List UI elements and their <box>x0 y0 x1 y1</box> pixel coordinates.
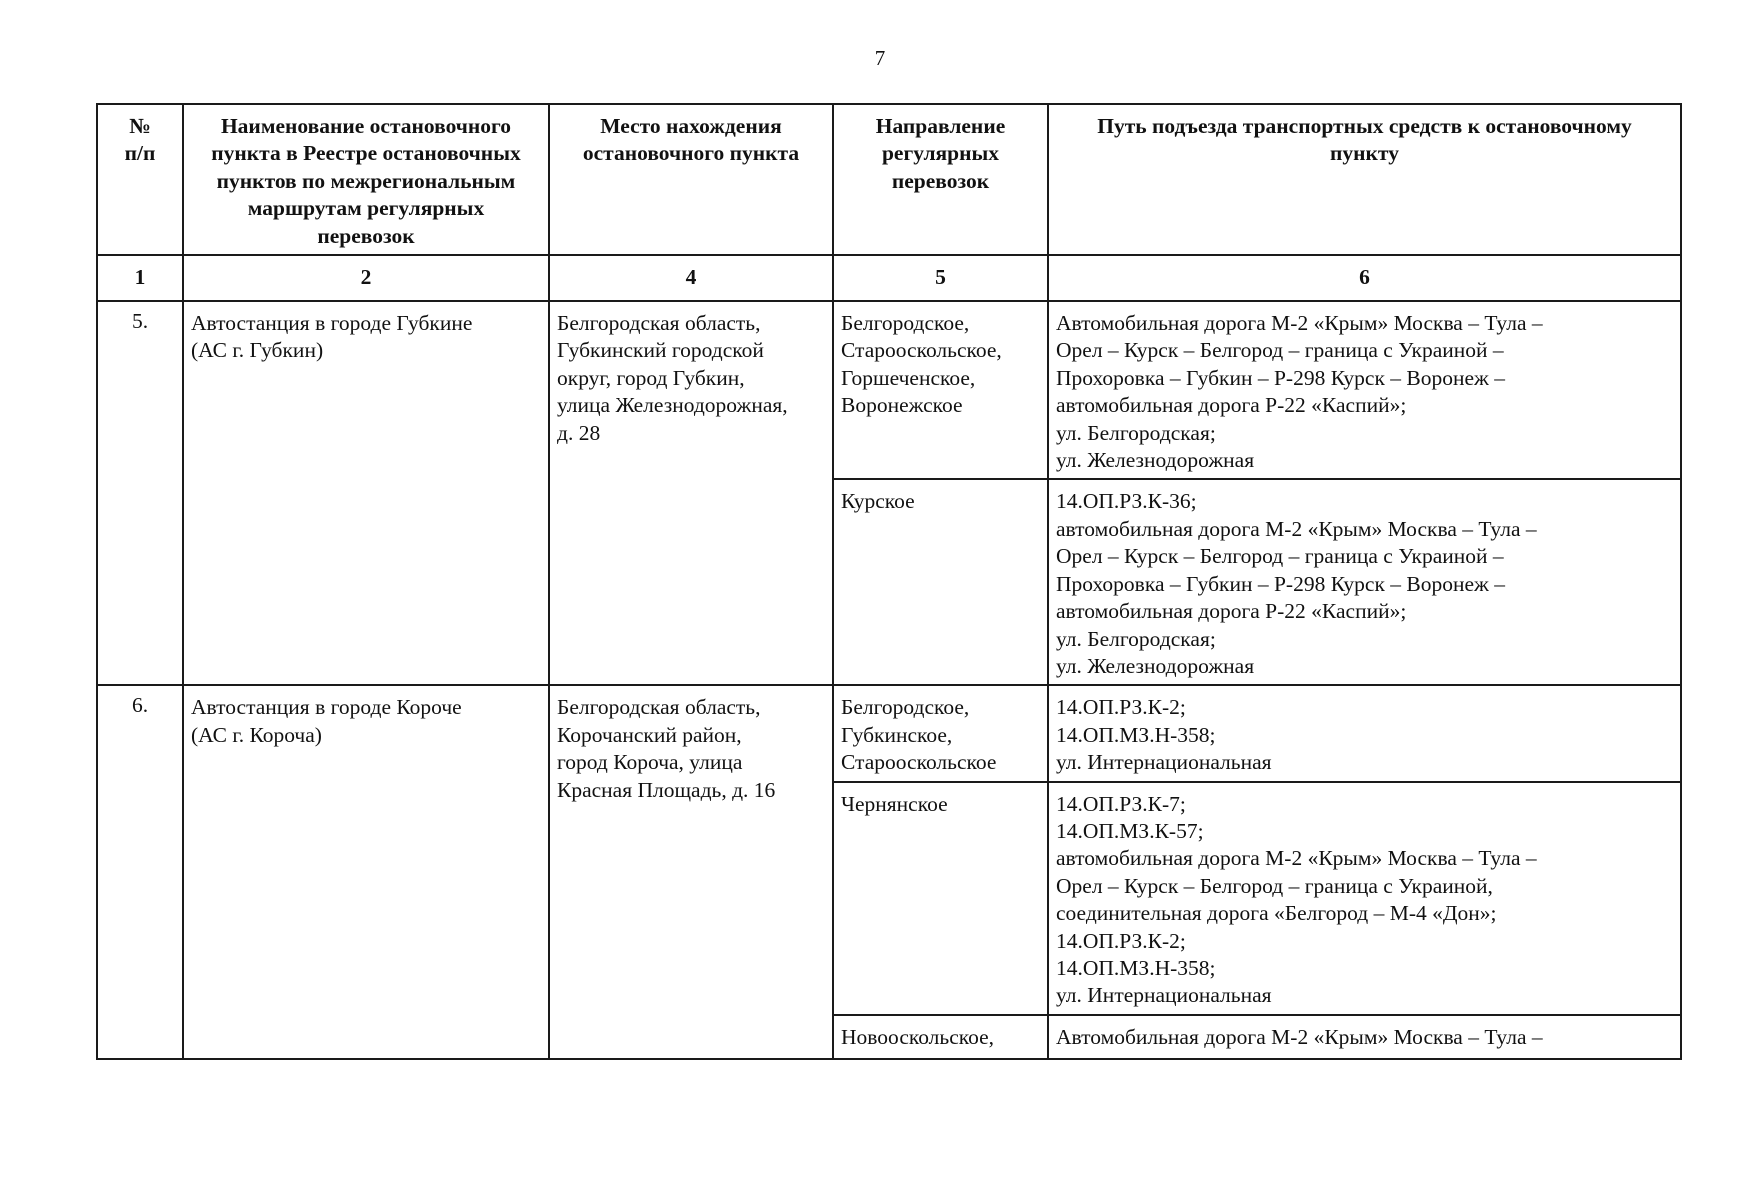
route-direction-line: Старооскольское, <box>841 338 1002 363</box>
stop-location-line: д. 28 <box>557 420 601 445</box>
header-text-line: маршрутам регулярных <box>247 196 485 221</box>
table-row <box>97 685 1681 781</box>
access-path-line: автомобильная дорога Р-22 «Каспий»; <box>1056 393 1407 418</box>
access-path-line: ул. Интернациональная <box>1056 983 1272 1008</box>
header-text-line: остановочного пункта <box>582 141 800 166</box>
route-direction <box>833 1015 1048 1059</box>
access-path-line: Орел – Курск – Белгород – граница с Украиной, <box>1056 873 1493 898</box>
access-path-line: Орел – Курск – Белгород – граница с Украиной – <box>1056 544 1504 569</box>
access-path-line: ул. Железнодорожная <box>1056 653 1255 678</box>
header-direction <box>833 104 1048 255</box>
route-direction-line: Белгородское, <box>841 695 970 720</box>
access-path-line: Прохоровка – Губкин – Р-298 Курск – Воронеж – <box>1056 571 1506 596</box>
stop-name <box>183 301 549 685</box>
stop-location-line: Белгородская область, <box>557 311 761 336</box>
column-number: 4 <box>549 255 833 301</box>
row-number: 6. <box>97 685 183 1058</box>
access-path-line: Автомобильная дорога М-2 «Крым» Москва – Тула – <box>1056 1024 1543 1049</box>
route-direction <box>833 782 1048 1015</box>
access-path-line: ул. Интернациональная <box>1056 750 1272 775</box>
header-text-line: Наименование остановочного <box>220 114 512 138</box>
column-number: 1 <box>97 255 183 301</box>
header-text-line: пунктов по межрегиональным <box>216 168 516 193</box>
header-text-line: Путь подъезда транспортных средств к остановочному <box>1097 114 1632 138</box>
access-path <box>1048 782 1681 1015</box>
header-text-line: пункта в Реестре остановочных <box>211 141 521 166</box>
stop-name-line: Автостанция в городе Короче <box>191 695 462 720</box>
access-path-line: автомобильная дорога Р-22 «Каспий»; <box>1056 599 1407 624</box>
stop-location <box>549 301 833 685</box>
stop-location-line: город Короча, улица <box>557 750 743 775</box>
header-text-line: пункту <box>1330 141 1399 166</box>
route-direction-line: Белгородское, <box>841 311 970 336</box>
header-path <box>1048 104 1681 255</box>
header-row <box>97 104 1681 255</box>
header-text-line: перевозок <box>891 168 990 193</box>
access-path-line: 14.ОП.МЗ.Н-358; <box>1056 955 1216 980</box>
header-text-line: Направление <box>875 114 1006 138</box>
access-path <box>1048 1015 1681 1059</box>
access-path-line: 14.ОП.МЗ.К-57; <box>1056 818 1204 843</box>
header-number <box>97 104 183 255</box>
access-path-line: соединительная дорога «Белгород – М-4 «Дон»; <box>1056 901 1497 926</box>
header-text-line: перевозок <box>317 223 415 248</box>
stop-location-line: Корочанский район, <box>557 722 742 747</box>
access-path-line: автомобильная дорога М-2 «Крым» Москва – Тула – <box>1056 516 1537 541</box>
stop-location-line: Красная Площадь, д. 16 <box>557 777 776 802</box>
stop-location-line: округ, город Губкин, <box>557 365 745 390</box>
header-text-line: регулярных <box>881 141 1000 166</box>
access-path <box>1048 301 1681 479</box>
route-direction <box>833 479 1048 685</box>
route-direction-line: Новооскольское, <box>841 1024 995 1049</box>
header-name <box>183 104 549 255</box>
table-row <box>97 301 1681 479</box>
access-path-line: ул. Железнодорожная <box>1056 448 1255 473</box>
stop-location-line: улица Железнодорожная, <box>557 393 788 418</box>
route-direction-line: Чернянское <box>841 791 948 816</box>
stops-table <box>96 103 1682 1060</box>
stop-location-line: Белгородская область, <box>557 695 761 720</box>
stop-name-line: Автостанция в городе Губкине <box>191 311 473 336</box>
stop-location <box>549 685 833 1058</box>
access-path-line: 14.ОП.МЗ.Н-358; <box>1056 722 1216 747</box>
header-text-line: Место нахождения <box>600 114 782 138</box>
stop-name-line: (АС г. Короча) <box>191 722 322 747</box>
stop-name <box>183 685 549 1058</box>
table-body <box>97 104 1681 1059</box>
access-path <box>1048 685 1681 781</box>
access-path-line: Орел – Курск – Белгород – граница с Украиной – <box>1056 338 1504 363</box>
access-path-line: автомобильная дорога М-2 «Крым» Москва – Тула – <box>1056 846 1537 871</box>
row-number: 5. <box>97 301 183 685</box>
access-path-line: ул. Белгородская; <box>1056 626 1216 651</box>
route-direction-line: Горшеченское, <box>841 365 976 390</box>
access-path-line: Автомобильная дорога М-2 «Крым» Москва – Тула – <box>1056 311 1543 336</box>
route-direction <box>833 685 1048 781</box>
page-number: 7 <box>874 46 886 70</box>
header-text-line: № <box>129 114 151 138</box>
column-number: 6 <box>1048 255 1681 301</box>
header-text-line: п/п <box>124 141 156 166</box>
header-location <box>549 104 833 255</box>
access-path-line: 14.ОП.РЗ.К-2; <box>1056 928 1186 953</box>
access-path <box>1048 479 1681 685</box>
route-direction-line: Губкинское, <box>841 722 953 747</box>
access-path-line: 14.ОП.РЗ.К-36; <box>1056 489 1197 514</box>
access-path-line: 14.ОП.РЗ.К-2; <box>1056 695 1186 720</box>
access-path-line: 14.ОП.РЗ.К-7; <box>1056 791 1186 816</box>
stop-location-line: Губкинский городской <box>557 338 764 363</box>
route-direction-line: Воронежское <box>841 393 963 418</box>
route-direction-line: Курское <box>841 489 915 514</box>
route-direction-line: Старооскольское <box>841 750 997 775</box>
route-direction <box>833 301 1048 479</box>
column-number: 2 <box>183 255 549 301</box>
column-number: 5 <box>833 255 1048 301</box>
access-path-line: Прохоровка – Губкин – Р-298 Курск – Воронеж – <box>1056 365 1506 390</box>
access-path-line: ул. Белгородская; <box>1056 420 1216 445</box>
stop-name-line: (АС г. Губкин) <box>191 338 324 363</box>
column-numbers-row <box>97 255 1681 301</box>
